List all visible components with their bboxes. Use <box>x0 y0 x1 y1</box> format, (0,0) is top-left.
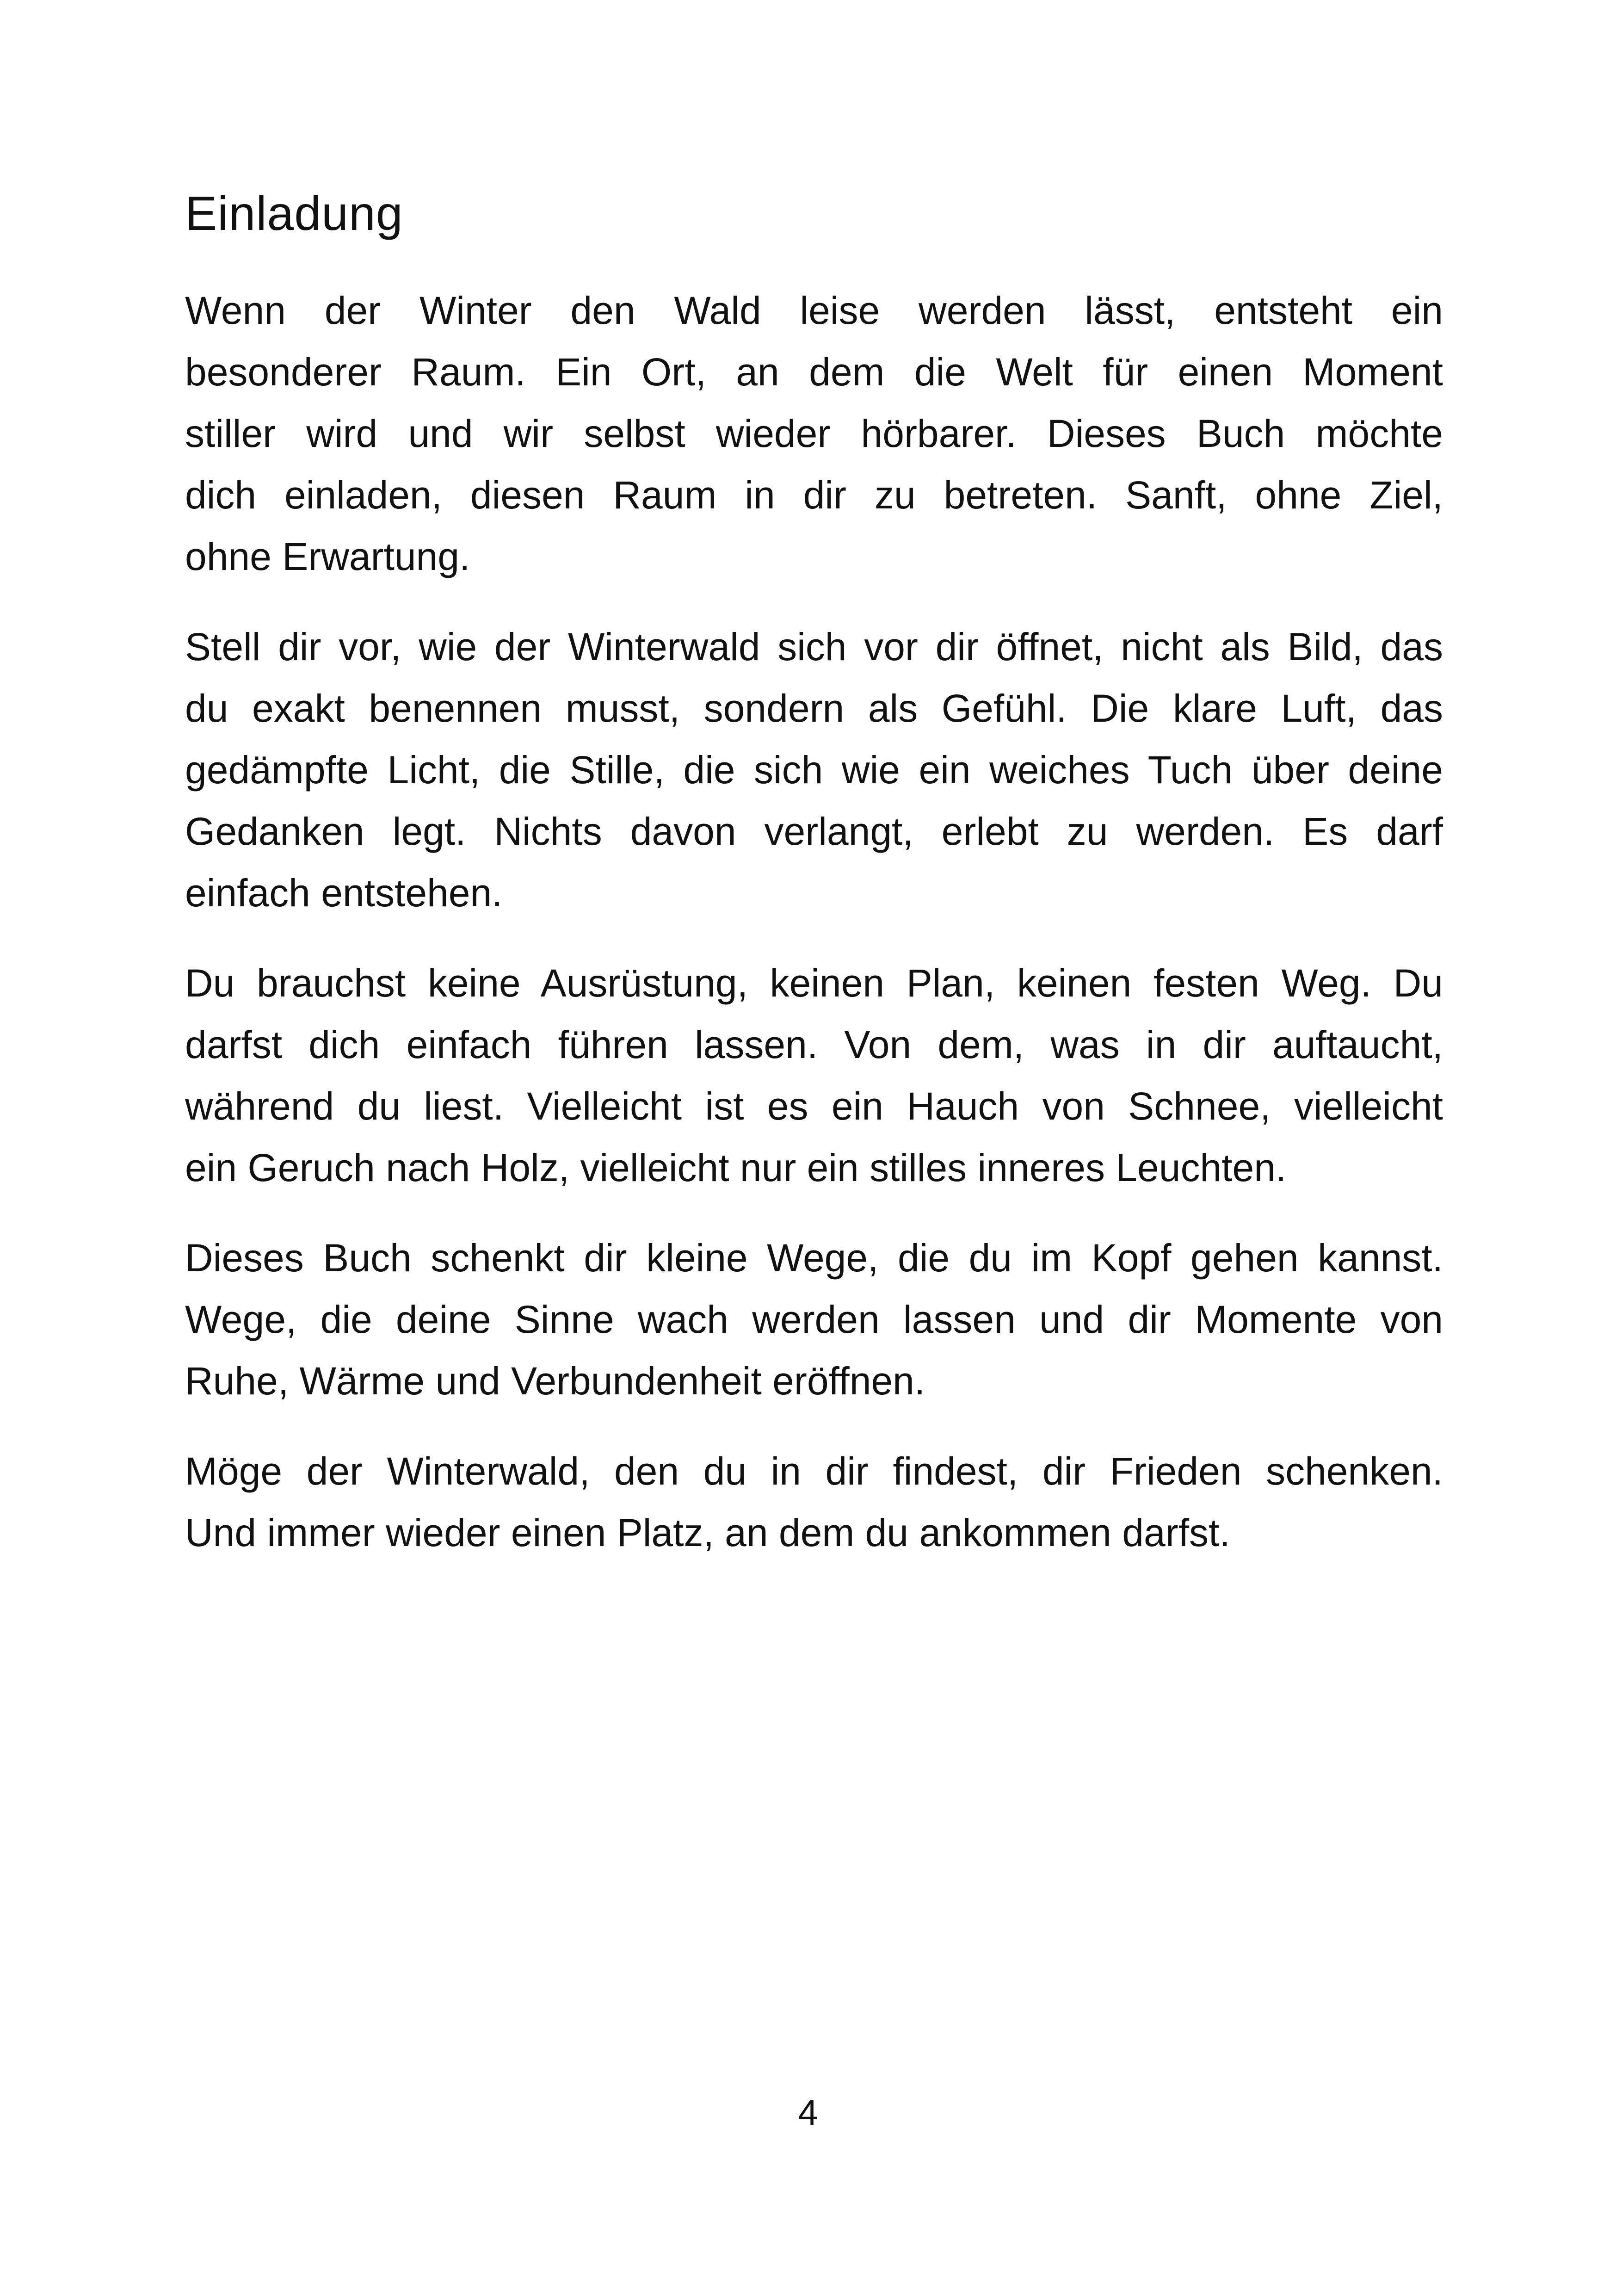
text-line: Wege, die deine Sinne wach werden lassen und dir Momente von <box>185 1297 1443 1341</box>
paragraph-5 <box>185 1441 1443 1564</box>
text-line: Gedanken legt. Nichts davon verlangt, erlebt zu werden. Es darf <box>185 809 1443 853</box>
text-line: dich einladen, diesen Raum in dir zu betreten. Sanft, ohne Ziel, <box>185 473 1443 517</box>
page-number: 4 <box>798 2092 818 2133</box>
paragraph-3 <box>185 953 1443 1199</box>
text-line: Ruhe, Wärme und Verbundenheit eröffnen. <box>185 1359 925 1403</box>
text-line: Stell dir vor, wie der Winterwald sich vor dir öffnet, nicht als Bild, das <box>185 625 1443 668</box>
paragraph-4 <box>185 1227 1443 1412</box>
paragraph-2 <box>185 616 1443 924</box>
text-line: darfst dich einfach führen lassen. Von dem, was in dir auftaucht, <box>185 1022 1443 1066</box>
text-line: Und immer wieder einen Platz, an dem du ankommen darfst. <box>185 1510 1230 1554</box>
paragraph-1 <box>185 280 1443 588</box>
page-heading: Einladung <box>185 187 403 241</box>
text-line: Dieses Buch schenkt dir kleine Wege, die du im Kopf gehen kannst. <box>185 1236 1443 1280</box>
text-line: ein Geruch nach Holz, vielleicht nur ein stilles inneres Leuchten. <box>185 1145 1287 1189</box>
text-line: gedämpfte Licht, die Stille, die sich wie ein weiches Tuch über deine <box>185 748 1443 792</box>
text-line: während du liest. Vielleicht ist es ein Hauch von Schnee, vielleicht <box>185 1084 1443 1128</box>
text-line: Wenn der Winter den Wald leise werden lässt, entsteht ein <box>185 288 1443 332</box>
text-line: besonderer Raum. Ein Ort, an dem die Welt für einen Moment <box>185 350 1443 394</box>
text-line: stiller wird und wir selbst wieder hörbarer. Dieses Buch möchte <box>185 411 1443 455</box>
text-line: einfach entstehen. <box>185 871 503 915</box>
text-line: du exakt benennen musst, sondern als Gefühl. Die klare Luft, das <box>185 686 1443 730</box>
text-line: Möge der Winterwald, den du in dir findest, dir Frieden schenken. <box>185 1449 1443 1493</box>
text-line: ohne Erwartung. <box>185 534 470 578</box>
page-content <box>185 185 1443 1592</box>
text-line: Du brauchst keine Ausrüstung, keinen Plan, keinen festen Weg. Du <box>185 961 1443 1005</box>
